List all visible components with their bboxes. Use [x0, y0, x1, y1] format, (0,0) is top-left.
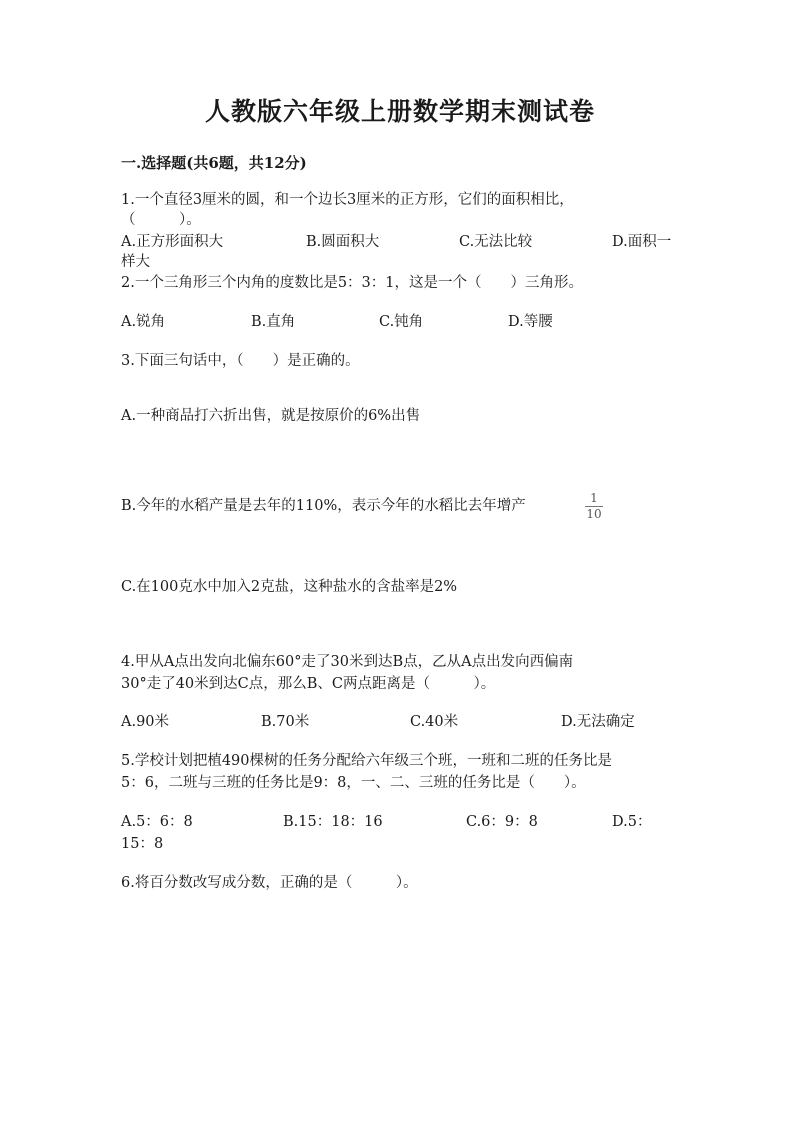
q4-stem-line1: 4.甲从A点出发向北偏东60°走了30米到达B点，乙从A点出发向西偏南: [121, 654, 574, 670]
fraction-numerator: 1: [590, 491, 598, 505]
q1-option-d-line1: D.面积一: [612, 234, 672, 250]
q3-option-a: A.一种商品打六折出售，就是按原价的6%出售: [121, 408, 421, 424]
q2-stem: 2.一个三角形三个内角的度数比是5：3：1，这是一个（ ）三角形。: [121, 275, 584, 291]
q5-option-b: B.15：18：16: [283, 814, 383, 830]
q2-option-a: A.锐角: [121, 314, 166, 330]
q5-option-d-line2: 15：8: [121, 836, 164, 852]
q5-option-a: A.5：6：8: [121, 814, 193, 830]
page-title: 人教版六年级上册数学期末测试卷: [204, 97, 595, 126]
q1-option-a: A.正方形面积大: [121, 234, 224, 250]
q4-option-a: A.90米: [121, 714, 170, 730]
q4-stem-line2: 30°走了40米到达C点，那么B、C两点距离是（ ）。: [121, 676, 496, 692]
q5-stem-line1: 5.学校计划把植490棵树的任务分配给六年级三个班，一班和二班的任务比是: [121, 753, 613, 769]
q5-option-d-line1: D.5：: [612, 814, 652, 830]
q3-option-b-fraction: [585, 492, 603, 521]
q4-option-b: B.70米: [261, 714, 310, 730]
q1-stem-line1: 1.一个直径3厘米的圆，和一个边长3厘米的正方形，它们的面积相比，: [121, 192, 574, 208]
q4-option-d: D.无法确定: [561, 714, 635, 730]
q1-stem-line2: （ ）。: [121, 212, 201, 228]
q1-option-d-line2: 样大: [121, 254, 150, 270]
q1-option-c: C.无法比较: [459, 234, 533, 250]
q2-option-c: C.钝角: [379, 314, 424, 330]
q6-stem: 6.将百分数改写成分数，正确的是（ ）。: [121, 875, 418, 891]
q4-option-c: C.40米: [410, 714, 459, 730]
fraction-denominator: 10: [586, 507, 602, 521]
q2-option-d: D.等腰: [508, 314, 553, 330]
q5-stem-line2: 5：6，二班与三班的任务比是9：8，一、二、三班的任务比是（ ）。: [121, 775, 586, 791]
q5-option-c: C.6：9：8: [466, 814, 538, 830]
q3-option-b: B.今年的水稻产量是去年的110%，表示今年的水稻比去年增产: [121, 498, 526, 514]
q3-stem: 3.下面三句话中，（ ）是正确的。: [121, 353, 360, 369]
section-heading: 一.选择题(共6题，共12分): [121, 154, 307, 172]
q2-option-b: B.直角: [251, 314, 296, 330]
q1-option-b: B.圆面积大: [306, 234, 380, 250]
q3-option-c: C.在100克水中加入2克盐，这种盐水的含盐率是2%: [121, 579, 458, 595]
